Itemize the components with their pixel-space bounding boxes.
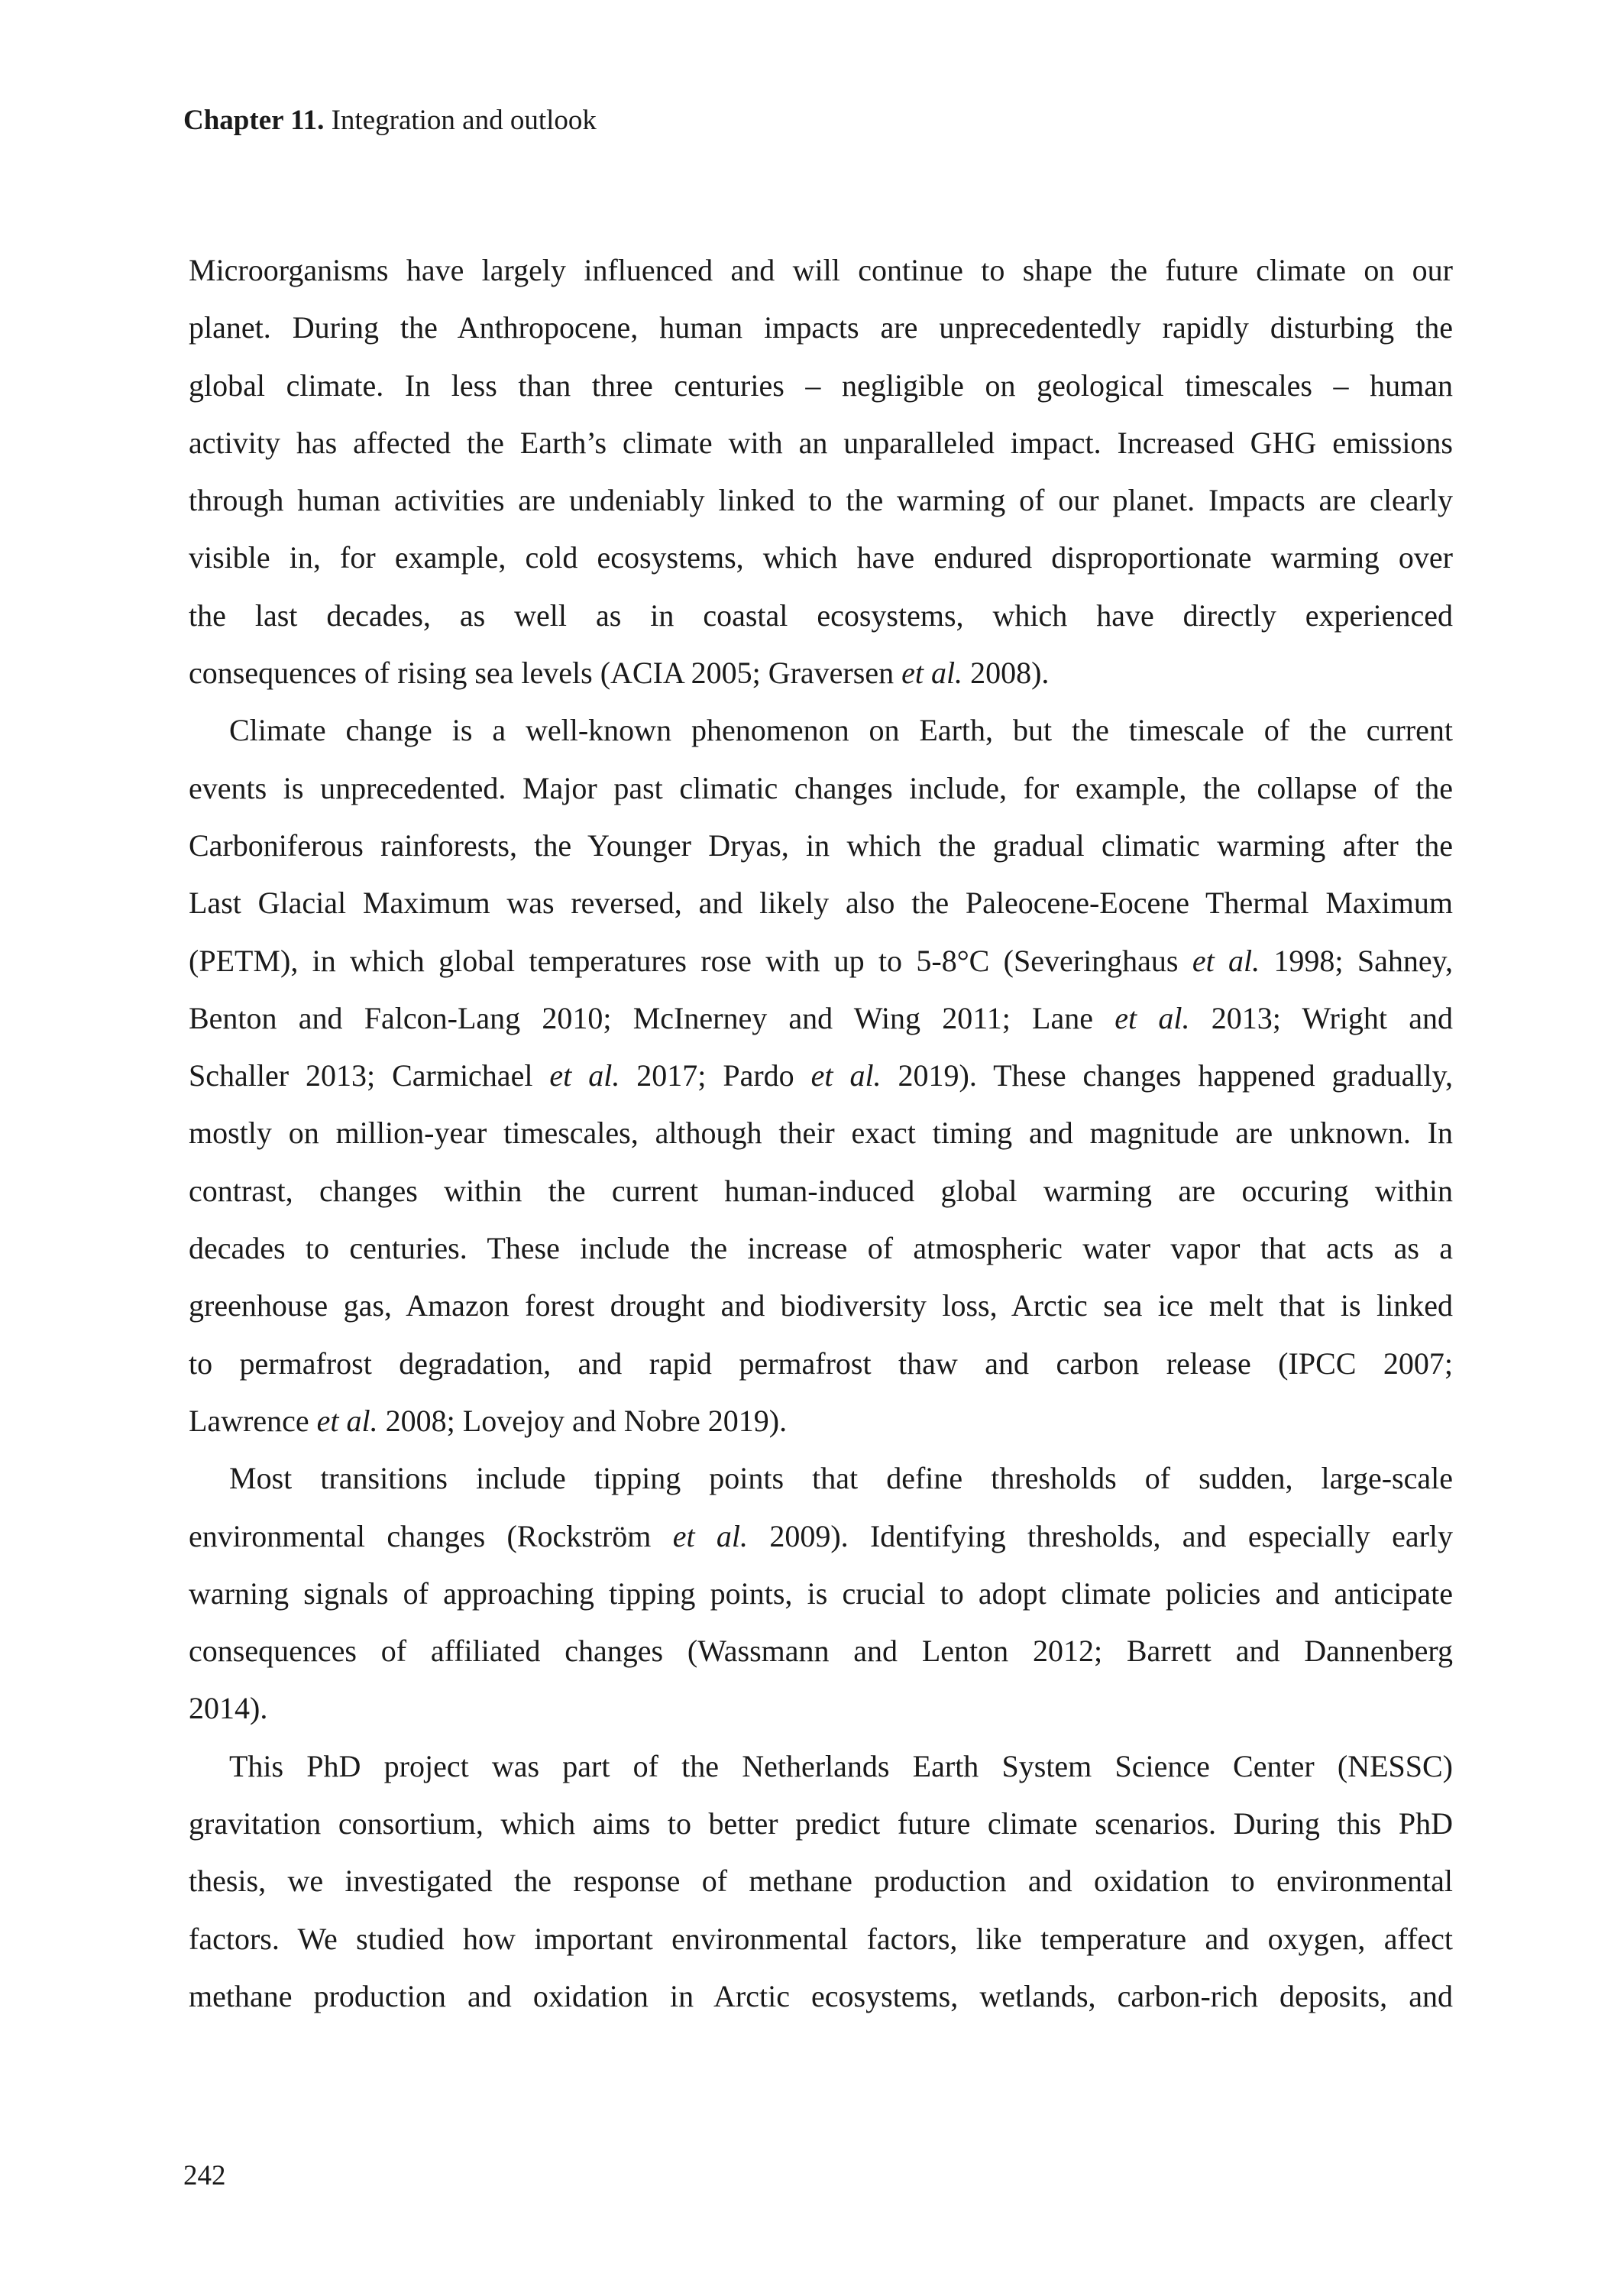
chapter-number: Chapter 11. <box>183 105 325 136</box>
text-line: factors. We studied how important environmental factors, like temperature and oxygen, affect <box>189 1921 1453 1956</box>
text-line: 2014). <box>189 1691 268 1726</box>
text-line: methane production and oxidation in Arctic ecosystems, wetlands, carbon-rich deposits, and <box>189 1978 1453 2013</box>
text-line: Schaller 2013; Carmichael et al. 2017; Pardo et al. 2019). These changes happened gradually, <box>189 1058 1453 1093</box>
text-line: Microorganisms have largely influenced and will continue to shape the future climate on our <box>189 253 1453 287</box>
text-line: consequences of affiliated changes (Wassmann and Lenton 2012; Barrett and Dannenberg <box>189 1634 1453 1669</box>
running-header <box>183 102 597 139</box>
text-line: decades to centuries. These include the increase of atmospheric water vapor that acts as a <box>189 1231 1453 1266</box>
text-line: Last Glacial Maximum was reversed, and likely also the Paleocene-Eocene Thermal Maximum <box>189 886 1453 921</box>
text-line: consequences of rising sea levels (ACIA 2005; Graversen et al. 2008). <box>189 656 1050 691</box>
text-line: global climate. In less than three centuries – negligible on geological timescales – human <box>189 368 1453 403</box>
citation-et-al: et al. <box>1114 1000 1190 1035</box>
text-line: environmental changes (Rockström et al. 2009). Identifying thresholds, and especially early <box>189 1518 1454 1553</box>
text-line: Most transitions include tipping points that define thresholds of sudden, large-scale <box>229 1461 1453 1496</box>
text-line: planet. During the Anthropocene, human impacts are unprecedentedly rapidly disturbing the <box>189 310 1453 345</box>
text-line: to permafrost degradation, and rapid permafrost thaw and carbon release (IPCC 2007; <box>189 1346 1453 1381</box>
text-line: This PhD project was part of the Netherlands Earth System Science Center (NESSC) <box>229 1748 1453 1783</box>
text-line: the last decades, as well as in coastal ecosystems, which have directly experienced <box>189 598 1453 633</box>
paragraph <box>189 701 1453 1449</box>
text-line: Benton and Falcon-Lang 2010; McInerney and Wing 2011; Lane et al. 2013; Wright and <box>189 1000 1453 1035</box>
text-line: Climate change is a well-known phenomenon on Earth, but the timescale of the current <box>229 713 1453 748</box>
text-line: Carboniferous rainforests, the Younger Dryas, in which the gradual climatic warming after the <box>189 827 1453 863</box>
text-line: through human activities are undeniably linked to the warming of our planet. Impacts are clearly <box>189 483 1453 518</box>
text-line: events is unprecedented. Major past climatic changes include, for example, the collapse of the <box>189 770 1453 805</box>
citation-et-al: et al. <box>1192 943 1260 978</box>
text-line: greenhouse gas, Amazon forest drought and biodiversity loss, Arctic sea ice melt that is linked <box>189 1288 1453 1323</box>
body-text <box>189 241 1453 2025</box>
citation-et-al: et al. <box>901 656 963 691</box>
text-line: gravitation consortium, which aims to better predict future climate scenarios. During this PhD <box>189 1806 1453 1841</box>
page-number: 242 <box>183 2160 226 2191</box>
text-line: (PETM), in which global temperatures rose with up to 5-8°C (Severinghaus et al. 1998; Sahney, <box>189 943 1453 978</box>
text-line: visible in, for example, cold ecosystems, which have endured disproportionate warming over <box>189 540 1453 575</box>
paragraph <box>189 241 1453 701</box>
paragraph <box>189 1449 1453 1737</box>
text-line: Lawrence et al. 2008; Lovejoy and Nobre 2019). <box>189 1403 788 1438</box>
text-line: warning signals of approaching tipping points, is crucial to adopt climate policies and anticipate <box>189 1576 1453 1611</box>
citation-et-al: et al. <box>316 1403 378 1438</box>
citation-et-al: et al. <box>549 1058 620 1093</box>
citation-et-al: et al. <box>810 1058 882 1093</box>
text-line: thesis, we investigated the response of methane production and oxidation to environmental <box>189 1864 1453 1899</box>
chapter-title: Integration and outlook <box>331 105 597 136</box>
text-line: activity has affected the Earth’s climate with an unparalleled impact. Increased GHG emissions <box>189 425 1453 460</box>
text-line: contrast, changes within the current human-induced global warming are occuring within <box>189 1173 1453 1208</box>
text-line: mostly on million-year timescales, although their exact timing and magnitude are unknown. In <box>189 1116 1453 1151</box>
paragraph <box>189 1738 1453 2025</box>
citation-et-al: et al. <box>672 1518 748 1553</box>
